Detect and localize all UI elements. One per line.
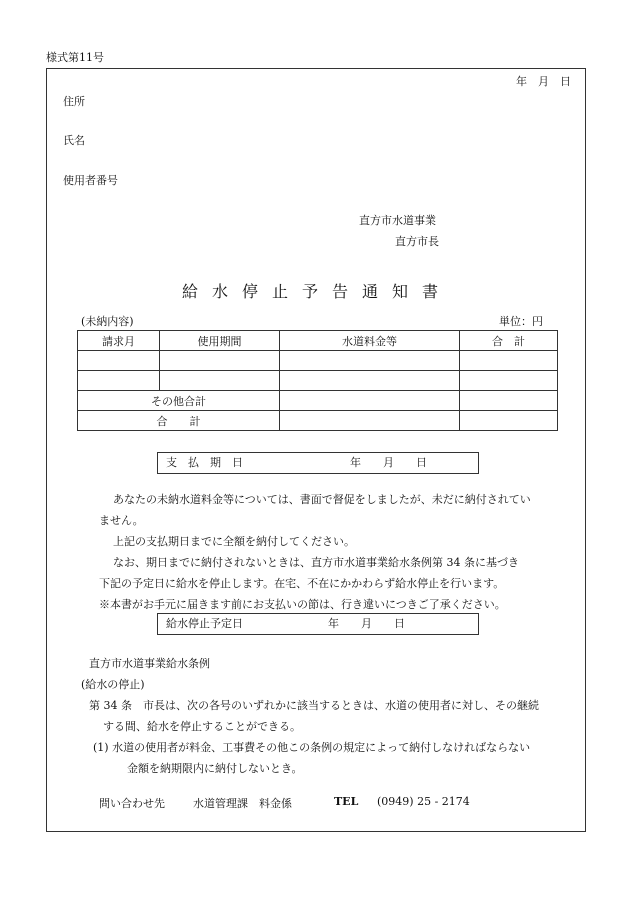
payment-due-date: 年 月 日 xyxy=(350,456,427,469)
table-cell xyxy=(160,371,280,391)
body-line: あなたの未納水道料金等については、書面で督促をしましたが、未だに納付されてい xyxy=(113,493,531,506)
table-row xyxy=(78,371,558,391)
notice-frame xyxy=(46,68,586,832)
header-billing-month: 請求月 xyxy=(78,331,160,351)
issuer-title: 直方市長 xyxy=(395,235,439,248)
body-line: 上記の支払期日までに全額を納付してください。 xyxy=(113,535,355,548)
table-header-row xyxy=(78,331,558,351)
document-title: 給水停止予告通知書 xyxy=(181,282,452,301)
stop-date-box xyxy=(157,613,479,635)
body-line: 下記の予定日に給水を停止します。在宅、不在にかかわらず給水停止を行います。 xyxy=(99,577,505,590)
ordinance-line: 金額を納期限内に納付しないとき。 xyxy=(127,762,303,775)
table-cell xyxy=(460,411,558,431)
contact-label: 問い合わせ先 xyxy=(99,797,165,810)
body-line: ません。 xyxy=(99,514,144,527)
form-number: 様式第11号 xyxy=(46,51,104,64)
name-label: 氏名 xyxy=(63,134,85,147)
ordinance-name: 直方市水道事業給水条例 xyxy=(89,657,210,670)
stop-date-label: 給水停止予定日 xyxy=(166,617,243,630)
table-cell xyxy=(280,351,460,371)
ordinance-section: (給水の停止) xyxy=(81,678,145,691)
header-sum: 合 計 xyxy=(460,331,558,351)
body-line: なお、期日までに納付されないときは、直方市水道事業給水条例第 34 条に基づき xyxy=(113,556,519,569)
payment-due-label: 支 払 期 日 xyxy=(166,456,243,469)
table-cell xyxy=(280,371,460,391)
unit-label: 単位：円 xyxy=(499,315,543,328)
other-total-row xyxy=(78,391,558,411)
table-row xyxy=(78,351,558,371)
ordinance-line: 第 34 条 市長は、次の各号のいずれかに該当するときは、水道の使用者に対し、その継続 xyxy=(89,699,539,712)
contact-tel-label: TEL xyxy=(334,795,359,808)
ordinance-line: (1) 水道の使用者が料金、工事費その他この条例の規定によって納付しなければならない xyxy=(93,741,531,754)
header-usage-period: 使用期間 xyxy=(160,331,280,351)
header-water-fee: 水道料金等 xyxy=(280,331,460,351)
contact-department: 水道管理課 料金係 xyxy=(193,797,292,810)
total-label: 合 計 xyxy=(78,411,280,431)
table-cell xyxy=(460,351,558,371)
issuer-organization: 直方市水道事業 xyxy=(359,214,436,227)
payment-due-box xyxy=(157,452,479,474)
other-total-label: その他合計 xyxy=(78,391,280,411)
table-cell xyxy=(460,391,558,411)
table-cell xyxy=(280,411,460,431)
unpaid-label: (未納内容) xyxy=(81,315,134,328)
total-row xyxy=(78,411,558,431)
issue-date: 年 月 日 xyxy=(516,75,571,88)
address-label: 住所 xyxy=(63,95,85,108)
table-cell xyxy=(460,371,558,391)
table-cell xyxy=(280,391,460,411)
table-cell xyxy=(78,351,160,371)
unpaid-table xyxy=(77,330,558,431)
ordinance-line: する間、給水を停止することができる。 xyxy=(103,720,301,733)
user-number-label: 使用者番号 xyxy=(63,174,118,187)
contact-tel-number: (0949) 25 - 2174 xyxy=(377,795,470,808)
stop-date-value: 年 月 日 xyxy=(328,617,405,630)
notice-body xyxy=(47,489,587,615)
table-cell xyxy=(160,351,280,371)
ordinance-excerpt xyxy=(47,653,587,779)
table-cell xyxy=(78,371,160,391)
body-line: ※本書がお手元に届きます前にお支払いの節は、行き違いにつきご了承ください。 xyxy=(99,598,506,611)
